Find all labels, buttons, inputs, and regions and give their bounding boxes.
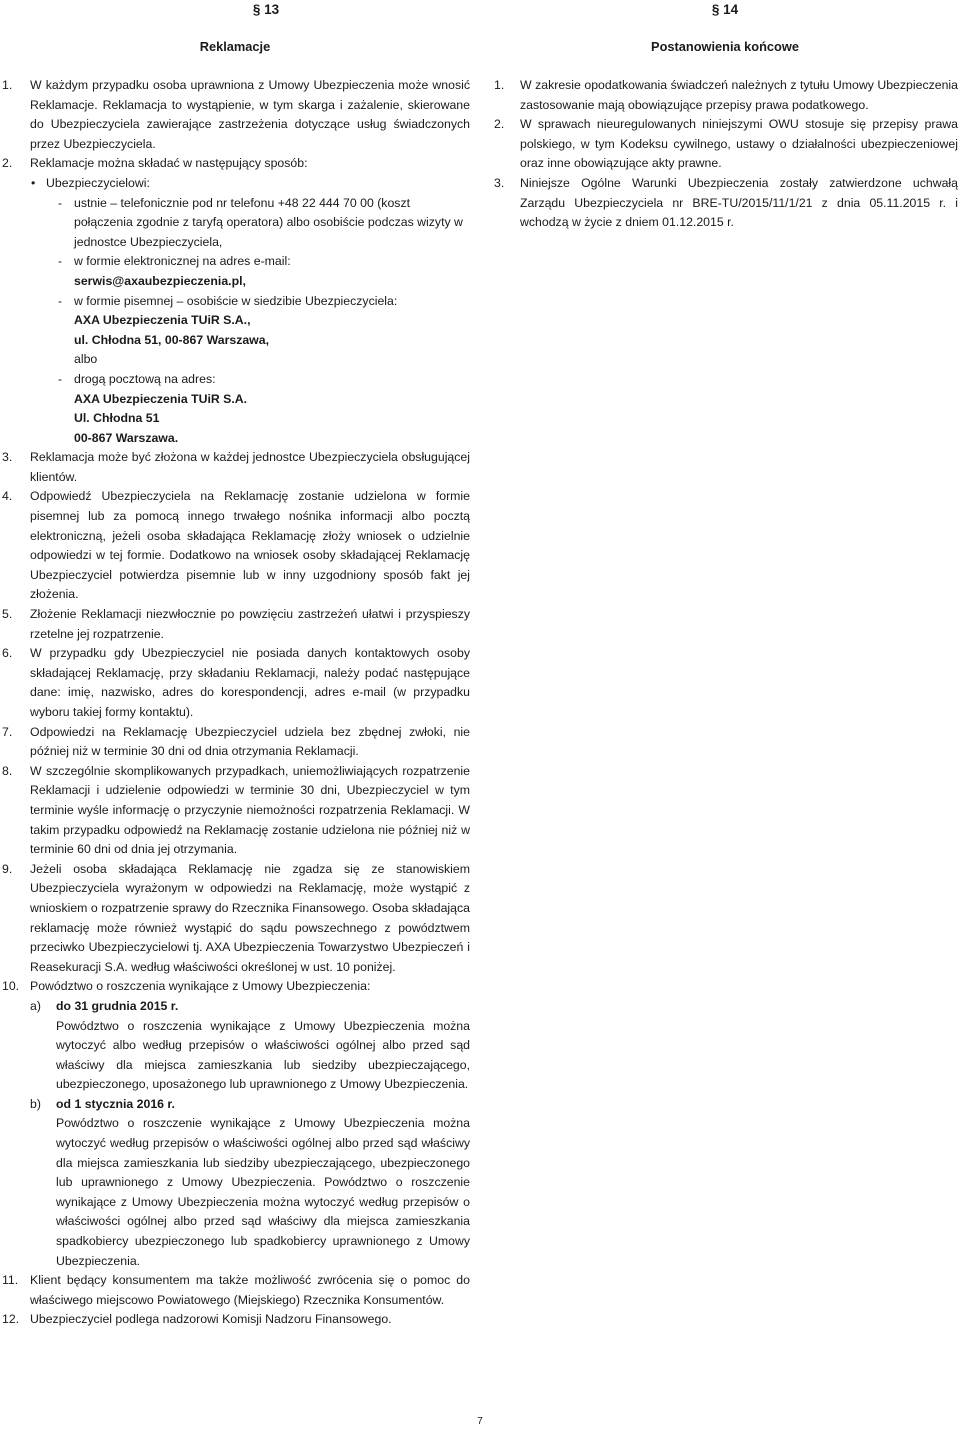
complaint-item-9 xyxy=(0,860,470,978)
page-number: 7 xyxy=(477,1416,483,1427)
section-13-number: § 13 xyxy=(252,2,280,17)
section-14-title: Postanowienia końcowe xyxy=(651,39,799,54)
section-14-number: § 14 xyxy=(711,2,739,17)
item-text: W sprawach nieuregulowanych niniejszymi OWU stosuje się przepisy prawa polskiego, w tym Kodeksu cywilnego, ustawy o działalności ubezpieczeniowej oraz inne obowiązujące akty prawne. xyxy=(520,117,958,171)
complaint-item-2 xyxy=(0,154,470,174)
item-number: 9. xyxy=(2,861,13,876)
dash-text: ustnie – telefonicznie pod nr telefonu +48 22 444 70 00 (koszt połączenia zgodnie z taryfą operatora) albo osobiście podczas wizyty w jednostce Ubezpieczyciela, xyxy=(74,195,463,249)
postal-city: 00-867 Warszawa. xyxy=(74,430,179,445)
dash-post xyxy=(0,370,470,390)
company-name: AXA Ubezpieczenia TUiR S.A., xyxy=(74,313,251,328)
item-number: 3. xyxy=(2,450,13,465)
item-text: Złożenie Reklamacji niezwłocznie po powzięciu zastrzeżeń ułatwi i przyspieszy rzetelne jej rozpatrzenie. xyxy=(30,607,470,641)
left-column xyxy=(0,0,470,1330)
complaint-item-1 xyxy=(0,76,470,154)
complaint-item-11 xyxy=(0,1271,470,1310)
complaint-item-4 xyxy=(0,487,470,605)
item-text: Powództwo o roszczenia wynikające z Umowy Ubezpieczenia: xyxy=(30,979,371,994)
item-number: 8. xyxy=(2,763,13,778)
email-address: serwis@axaubezpieczenia.pl, xyxy=(74,273,246,288)
sub-item-a-text: Powództwo o roszczenia wynikające z Umowy Ubezpieczenia można wytoczyć albo według przepisów o właściwości ogólnej albo przed sąd właściwy dla miejsca zamieszkania lub siedziby ubezpieczającego, ubezpieczonego, uposażonego lub uprawnionego z Umowy Ubezpieczenia. xyxy=(56,1018,470,1092)
postal-company: AXA Ubezpieczenia TUiR S.A. xyxy=(74,391,248,406)
item-text: Odpowiedzi na Reklamację Ubezpieczyciel udziela bez zbędnej zwłoki, nie później niż w terminie 30 dni od dnia otrzymania Reklamacji. xyxy=(30,724,470,759)
final-item-1 xyxy=(492,76,958,115)
item-number: 7. xyxy=(2,724,13,739)
sub-title: od 1 stycznia 2016 r. xyxy=(56,1096,175,1111)
sub-item-b xyxy=(0,1095,470,1115)
complaint-item-3 xyxy=(0,448,470,487)
item-number: 2. xyxy=(2,156,13,171)
item-number: 1. xyxy=(494,78,505,92)
item-text: Odpowiedź Ubezpieczyciela na Reklamację zostanie udzielona w formie pisemnej lub za pomocą innego trwałego nośnika informacji albo pocztą elektroniczną, jeżeli osoba składająca Reklamację złoży wniosek o udzielnie odpowiedzi w tej formie. Dodatkowo na wniosek osoby składającej Reklamację Ubezpieczyciel potwierdza pisemnie lub w inny uzgodniony sposób fakt jej złożenia. xyxy=(30,489,470,602)
item-text: Klient będący konsumentem ma także możliwość zwrócenia się o pomoc do właściwego miejscowo Powiatowego (Miejskiego) Rzecznika Konsumentów. xyxy=(30,1273,470,1307)
final-item-3 xyxy=(492,174,958,233)
item-text: Jeżeli osoba składająca Reklamację nie zgadza się ze stanowiskiem Ubezpieczyciela wyrażonym w odpowiedzi na Reklamację, może wystąpić z wnioskiem o rozpatrzenie sprawy do Rzecznika Finansowego. Osoba składająca reklamację może również wystąpić do sądu powszechnego z powództwem przeciwko Ubezpieczycielowi tj. AXA Ubezpieczenia Towarzystwo Ubezpieczeń i Reasekuracji S.A. według właściwości określonej w ust. 10 poniżej. xyxy=(30,861,470,974)
dash-phone xyxy=(0,194,470,253)
complaint-item-10 xyxy=(0,977,470,997)
complaint-item-6 xyxy=(0,644,470,722)
sub-title: do 31 grudnia 2015 r. xyxy=(56,998,179,1013)
albo-text: albo xyxy=(74,352,98,367)
item-number: 12. xyxy=(2,1312,20,1327)
right-column xyxy=(492,0,958,233)
item-number: 4. xyxy=(2,489,13,504)
dash-text: w formie elektronicznej na adres e-mail: xyxy=(74,254,291,269)
bullet-text: Ubezpieczycielowi: xyxy=(46,175,150,190)
complaint-item-12 xyxy=(0,1310,470,1330)
complaint-item-8 xyxy=(0,762,470,860)
complaint-item-5 xyxy=(0,605,470,644)
item-text: Reklamacje można składać w następujący sposób: xyxy=(30,156,308,171)
sub-item-b-text: Powództwo o roszczenie wynikające z Umowy Ubezpieczenia można wytoczyć według przepisów o właściwości ogólnej albo przed sąd właściwy dla miejsca zamieszkania lub siedziby ubezpieczającego, ubezpieczonego lub uprawnionego z Umowy Ubezpieczenia. Powództwo o roszczenie wynikające z Umowy Ubezpieczenia można wytoczyć według przepisów o właściwości ogólnej albo przed sąd właściwy dla miejsca zamieszkania spadkobiercy ubezpieczonego lub spadkobiercy uprawnionego z Umowy Ubezpieczenia. xyxy=(56,1116,470,1268)
dash-email xyxy=(0,252,470,272)
item-text: W zakresie opodatkowania świadczeń należnych z tytułu Umowy Ubezpieczenia zastosowanie mają obowiązujące przepisy prawa podatkowego. xyxy=(520,78,958,112)
sub-mark: b) xyxy=(30,1096,41,1111)
item-number: 3. xyxy=(494,175,505,190)
item-number: 2. xyxy=(494,117,505,132)
sub-item-a xyxy=(0,997,470,1017)
dash-text: w formie pisemnej – osobiście w siedzibie Ubezpieczyciela: xyxy=(74,293,398,308)
section-13-title: Reklamacje xyxy=(199,39,271,54)
dash-mark: - xyxy=(58,293,63,308)
item-number: 1. xyxy=(2,78,13,92)
item-text: Reklamacja może być złożona w każdej jednostce Ubezpieczyciela obsługującej klientów. xyxy=(30,450,470,484)
item-text: Niniejsze Ogólne Warunki Ubezpieczenia zostały zatwierdzone uchwałą Zarządu Ubezpieczyciela nr BRE-TU/2015/11/1/21 z dnia 05.11.2015 r. i wchodzą w życie z dniem 01.12.2015 r. xyxy=(520,175,958,230)
item-number: 10. xyxy=(2,979,20,994)
item-text: W każdym przypadku osoba uprawniona z Umowy Ubezpieczenia może wnosić Reklamacje. Reklamacja to wystąpienie, w tym skarga i zażalenie, skierowane do Ubezpieczyciela zawierające zastrzeżenia dotyczące usług świadczonych przez Ubezpieczyciela. xyxy=(30,78,470,151)
item-text: Ubezpieczyciel podlega nadzorowi Komisji Nadzoru Finansowego. xyxy=(30,1312,392,1327)
final-item-2 xyxy=(492,115,958,174)
postal-street: Ul. Chłodna 51 xyxy=(74,411,160,426)
dash-text: drogą pocztową na adres: xyxy=(74,371,216,386)
sub-mark: a) xyxy=(30,998,41,1013)
complaint-item-7 xyxy=(0,723,470,762)
item-number: 11. xyxy=(2,1273,19,1288)
item-number: 6. xyxy=(2,646,13,661)
bullet-insurer xyxy=(0,174,470,194)
dash-written xyxy=(0,292,470,312)
dash-mark: - xyxy=(58,254,63,269)
dash-mark: - xyxy=(58,371,63,386)
dash-mark: - xyxy=(58,195,63,210)
company-address: ul. Chłodna 51, 00-867 Warszawa, xyxy=(74,332,269,347)
bullet-icon: • xyxy=(31,175,36,190)
item-text: W przypadku gdy Ubezpieczyciel nie posiada danych kontaktowych osoby składającej Reklamację, przy składaniu Reklamacji, należy podać następujące dane: imię, nazwisko, adres do korespondencji, adres e-mail (w przypadku wyboru takiej formy kontaktu). xyxy=(30,646,470,719)
item-text: W szczególnie skomplikowanych przypadkach, uniemożliwiających rozpatrzenie Reklamacji i udzielenie odpowiedzi w terminie 30 dni, Ubezpieczyciel w tym terminie wyśle informację o przyczynie niemożności rozpatrzenia Reklamacji. W takim przypadku odpowiedź na Reklamację zostanie udzielona nie później niż w terminie 60 dni od dnia jej otrzymania. xyxy=(30,763,470,857)
item-number: 5. xyxy=(2,607,13,622)
